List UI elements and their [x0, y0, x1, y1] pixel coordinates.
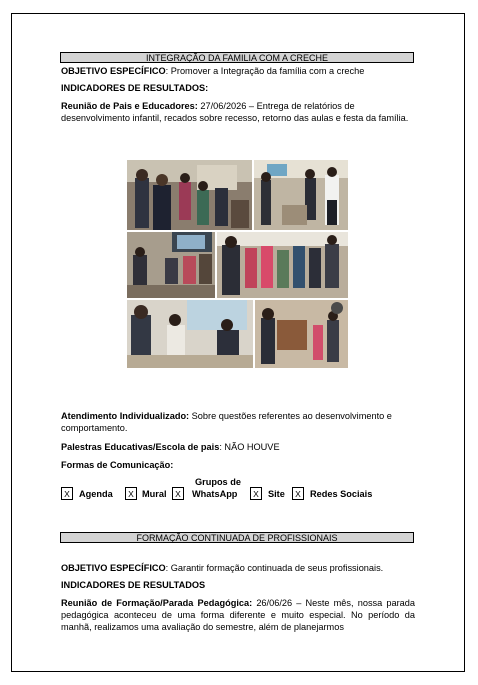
indicadores-label: INDICADORES DE RESULTADOS	[61, 580, 206, 590]
checkbox-agenda[interactable]: X	[61, 487, 73, 500]
atendimento-label: Atendimento Individualizado:	[61, 411, 190, 421]
reuniao-text: 27/06/2026 – Entrega de relatórios de desenvolvimento infantil, recados sobre recesso, retorno das aulas e festa da família.	[61, 101, 409, 123]
objetivo-label: OBJETIVO ESPECÍFICO	[61, 66, 166, 76]
objetivo-especifico-2	[61, 562, 415, 574]
checkbox-redes-sociais[interactable]: X	[292, 487, 304, 500]
photo-meeting-hallway	[127, 160, 252, 230]
checkbox-site[interactable]: X	[250, 487, 262, 500]
atendimento-paragraph	[61, 410, 415, 434]
indicadores-label: INDICADORES DE RESULTADOS:	[61, 83, 209, 93]
photo-group-gathering	[217, 232, 348, 298]
photo-individual-meeting	[127, 300, 253, 368]
photo-seated-parents	[127, 232, 215, 298]
photo-reception-area	[255, 300, 348, 368]
objetivo-label: OBJETIVO ESPECÍFICO	[61, 563, 166, 573]
objetivo-text: : Promover a Integração da família com a creche	[165, 66, 365, 76]
reuniao-formacao-text: 26/06/26 – Neste mês, nossa parada pedagógica aconteceu de uma forma diferente e muito especial. No período da manhã, realizamos uma avaliação do semestre, além de planejarmos	[61, 598, 415, 632]
channel-label-redes-sociais: Redes Sociais	[310, 489, 373, 499]
reuniao-label: Reunião de Pais e Educadores:	[61, 101, 198, 111]
communication-channels	[61, 477, 421, 502]
channel-label-whatsapp: WhatsApp	[192, 489, 238, 499]
palestras-text: : NÃO HOUVE	[219, 442, 280, 452]
channel-label-agenda: Agenda	[79, 489, 113, 499]
checkbox-whatsapp[interactable]: X	[172, 487, 184, 500]
collage-image	[127, 160, 348, 368]
photo-collage	[127, 160, 348, 368]
reuniao-formacao-paragraph	[61, 597, 415, 633]
section-title-integracao: INTEGRAÇÃO DA FAMILIA COM A CRECHE	[60, 52, 414, 63]
indicadores-heading-1	[61, 82, 415, 94]
channel-label-site: Site	[268, 489, 285, 499]
section-title-formacao: FORMAÇÃO CONTINUADA DE PROFISSIONAIS	[60, 532, 414, 543]
formas-label: Formas de Comunicação:	[61, 460, 174, 470]
reuniao-pais-paragraph	[61, 100, 415, 124]
channel-label-mural: Mural	[142, 489, 167, 499]
checkbox-mural[interactable]: X	[125, 487, 137, 500]
objetivo-especifico-1	[61, 65, 415, 77]
formas-comunicacao-heading	[61, 459, 415, 471]
indicadores-heading-2	[61, 579, 415, 591]
reuniao-formacao-label: Reunião de Formação/Parada Pedagógica:	[61, 598, 253, 608]
objetivo-text: : Garantir formação continuada de seus profissionais.	[165, 563, 384, 573]
atendimento-text: Sobre questões referentes ao desenvolvimento e comportamento.	[61, 411, 392, 433]
photo-meeting-room	[254, 160, 348, 230]
palestras-label: Palestras Educativas/Escola de pais	[61, 442, 220, 452]
channel-label-whatsapp-top: Grupos de	[195, 477, 241, 487]
palestras-paragraph	[61, 441, 415, 453]
